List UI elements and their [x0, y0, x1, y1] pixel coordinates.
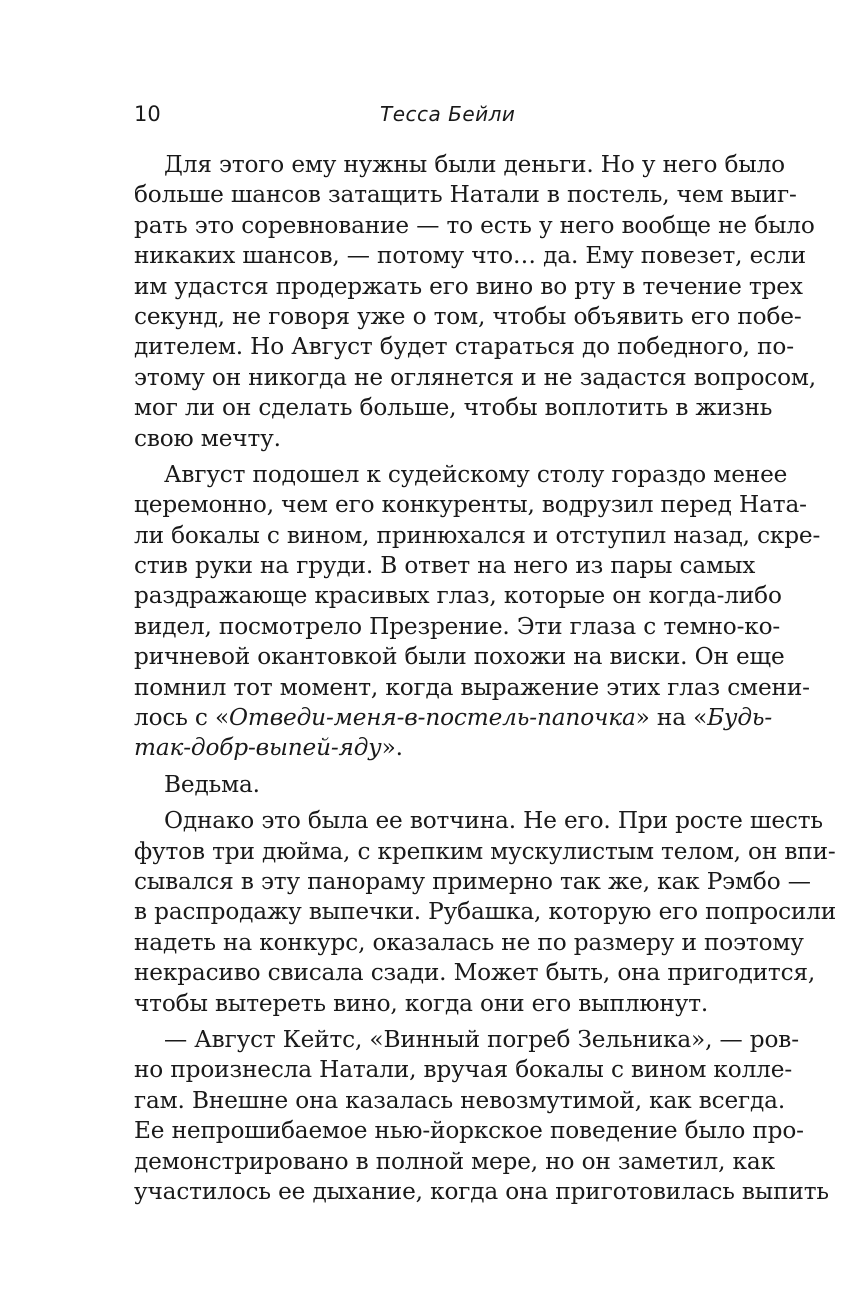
italic-phrase: так-добр-выпей-яду — [134, 734, 382, 762]
paragraph-2 — [134, 460, 821, 764]
text-line: помнил тот момент, когда выражение этих глаз смени- — [134, 673, 810, 701]
text-line: рать это соревнование — то есть у него вообще не было — [134, 211, 815, 239]
text-line: ли бокалы с вином, принюхался и отступил назад, скре- — [134, 521, 821, 549]
text-line: свою мечту. — [134, 424, 281, 452]
page-number: 10 — [134, 102, 161, 126]
text-line: гам. Внешне она казалась невозмутимой, как всегда. — [134, 1086, 786, 1114]
text-line: сывался в эту панораму примерно так же, как Рэмбо — — [134, 867, 811, 895]
text-line: Однако это была ее вотчина. Не его. При росте шесть — [164, 807, 823, 835]
text-line: им удастся продержать его вино во рту в течение трех — [134, 272, 803, 300]
text-span: ». — [381, 734, 403, 762]
paragraph-1 — [134, 150, 817, 454]
text-line: мог ли он сделать больше, чтобы воплотить в жизнь — [134, 394, 773, 422]
text-line: Август подошел к судейскому столу гораздо менее — [164, 460, 788, 488]
text-line-mixed — [134, 733, 754, 763]
text-line: никаких шансов, — потому что… да. Ему повезет, если — [134, 242, 806, 270]
text-span: » на « — [635, 704, 708, 732]
text-line: Для этого ему нужны были деньги. Но у него было — [164, 151, 785, 178]
text-line-mixed — [134, 703, 773, 733]
paragraph-4 — [134, 806, 837, 1019]
text-line: демонстрировано в полной мере, но он заметил, как — [134, 1147, 775, 1175]
text-line: некрасиво свисала сзади. Может быть, она пригодится, — [134, 959, 816, 987]
text-line: футов три дюйма, с крепким мускулистым телом, он впи- — [134, 837, 836, 865]
text-line: этому он никогда не оглянется и не задастся вопросом, — [134, 363, 817, 391]
italic-phrase: Будь- — [707, 704, 773, 732]
text-line: церемонно, чем его конкуренты, водрузил перед Ната- — [134, 491, 807, 519]
text-line: Ведьма. — [164, 770, 260, 798]
text-line: дителем. Но Август будет стараться до победного, по- — [134, 333, 794, 361]
text-line: секунд, не говоря уже о том, чтобы объявить его побе- — [134, 302, 802, 330]
text-line: раздражающе красивых глаз, которые он когда-либо — [134, 582, 782, 610]
text-line: участилось ее дыхание, когда она приготовилась выпить — [134, 1177, 829, 1205]
text-line: но произнесла Натали, вручая бокалы с вином колле- — [134, 1056, 792, 1084]
text-line: видел, посмотрело Презрение. Эти глаза с темно-ко- — [134, 612, 781, 640]
author-name: Тесса Бейли — [380, 102, 516, 126]
text-line: — Август Кейтс, «Винный погреб Зельника», — ров- — [164, 1025, 799, 1053]
text-span: лось с « — [134, 704, 230, 732]
text-line: чтобы вытереть вино, когда они его выплюнут. — [134, 989, 709, 1017]
running-head — [134, 98, 754, 132]
text-line: стив руки на груди. В ответ на него из пары самых — [134, 552, 756, 580]
italic-phrase: Отведи-меня-в-постель-папочка — [229, 704, 636, 732]
paragraph-5 — [134, 1025, 829, 1207]
text-line: ричневой окантовкой были похожи на виски. Он еще — [134, 643, 785, 671]
text-line: в распродажу выпечки. Рубашка, которую его попросили — [134, 898, 837, 926]
paragraph-3 — [134, 770, 754, 800]
text-line: Ее непрошибаемое нью-йоркское поведение было про- — [134, 1117, 804, 1145]
text-line: больше шансов затащить Натали в постель, чем выиг- — [134, 181, 797, 209]
text-line: надеть на конкурс, оказалась не по размеру и поэтому — [134, 928, 804, 956]
body-text — [134, 150, 837, 1207]
